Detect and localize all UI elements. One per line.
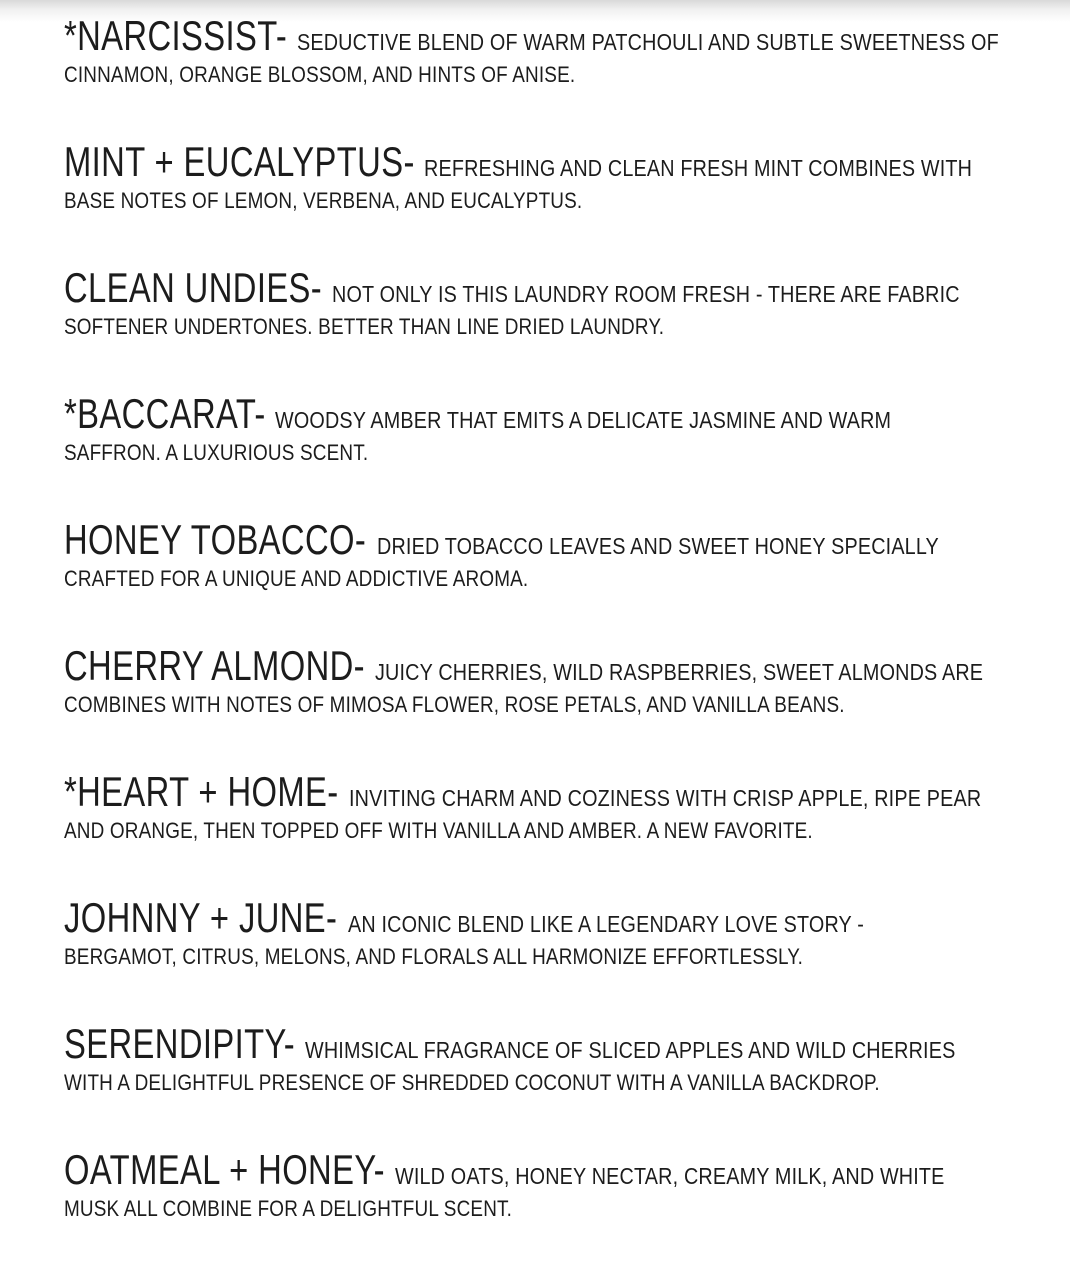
scent-entry-clean-undies [64, 262, 1044, 388]
scent-entry-mint-eucalyptus [64, 136, 1044, 262]
scent-name: CHERRY ALMOND- [64, 642, 365, 689]
scent-name: *HEART + HOME- [64, 768, 339, 815]
scent-description-line-2: SAFFRON. A LUXURIOUS SCENT. [64, 440, 369, 465]
scent-description-line-2: AND ORANGE, THEN TOPPED OFF WITH VANILLA AND AMBER. A NEW FAVORITE. [64, 818, 813, 843]
scent-name: MINT + EUCALYPTUS- [64, 138, 415, 185]
scent-name: SERENDIPITY- [64, 1020, 296, 1067]
scent-entry-narcissist [64, 10, 1044, 136]
scent-name: *NARCISSIST- [64, 12, 288, 59]
scent-description-line-2: COMBINES WITH NOTES OF MIMOSA FLOWER, ROSE PETALS, AND VANILLA BEANS. [64, 692, 845, 717]
scent-description-line-2: CRAFTED FOR A UNIQUE AND ADDICTIVE AROMA. [64, 566, 529, 591]
scent-description-line-2: WITH A DELIGHTFUL PRESENCE OF SHREDDED COCONUT WITH A VANILLA BACKDROP. [64, 1070, 880, 1095]
scent-entry-baccarat [64, 388, 1044, 514]
scent-description-line-2: BASE NOTES OF LEMON, VERBENA, AND EUCALYPTUS. [64, 188, 583, 213]
scent-name: *BACCARAT- [64, 390, 266, 437]
scent-description-line-2: SOFTENER UNDERTONES. BETTER THAN LINE DRIED LAUNDRY. [64, 314, 665, 339]
scent-description-line-1: WOODSY AMBER THAT EMITS A DELICATE JASMINE AND WARM [275, 407, 892, 433]
scent-description-line-1: DRIED TOBACCO LEAVES AND SWEET HONEY SPECIALLY [376, 533, 939, 559]
scent-description-line-1: JUICY CHERRIES, WILD RASPBERRIES, SWEET ALMONDS ARE [374, 659, 984, 685]
scent-description-line-1: WHIMSICAL FRAGRANCE OF SLICED APPLES AND WILD CHERRIES [305, 1037, 956, 1063]
scent-description-line-2: CINNAMON, ORANGE BLOSSOM, AND HINTS OF ANISE. [64, 62, 576, 87]
scent-entry-oatmeal-honey [64, 1144, 1044, 1270]
scent-description-line-1: INVITING CHARM AND COZINESS WITH CRISP APPLE, RIPE PEAR [348, 785, 981, 811]
scent-name: JOHNNY + JUNE- [64, 894, 338, 941]
scent-name: OATMEAL + HONEY- [64, 1146, 385, 1193]
scent-description-line-2: BERGAMOT, CITRUS, MELONS, AND FLORALS ALL HARMONIZE EFFORTLESSLY. [64, 944, 804, 969]
scent-name: HONEY TOBACCO- [64, 516, 367, 563]
scent-description-line-2: MUSK ALL COMBINE FOR A DELIGHTFUL SCENT. [64, 1196, 513, 1221]
scent-entry-honey-tobacco [64, 514, 1044, 640]
scent-description-line-1: SEDUCTIVE BLEND OF WARM PATCHOULI AND SUBTLE SWEETNESS OF [297, 29, 1000, 55]
scent-entry-serendipity [64, 1018, 1044, 1144]
scent-description-line-1: WILD OATS, HONEY NECTAR, CREAMY MILK, AND WHITE [395, 1163, 945, 1189]
scent-entry-cherry-almond [64, 640, 1044, 766]
scent-description-line-1: NOT ONLY IS THIS LAUNDRY ROOM FRESH - THERE ARE FABRIC [332, 281, 960, 307]
scent-entry-johnny-june [64, 892, 1044, 1018]
scent-entry-heart-home [64, 766, 1044, 892]
scent-description-line-1: AN ICONIC BLEND LIKE A LEGENDARY LOVE STORY - [347, 911, 864, 937]
scent-description-line-1: REFRESHING AND CLEAN FRESH MINT COMBINES WITH [424, 155, 973, 181]
scent-list [64, 10, 1044, 1270]
scent-name: CLEAN UNDIES- [64, 264, 323, 311]
